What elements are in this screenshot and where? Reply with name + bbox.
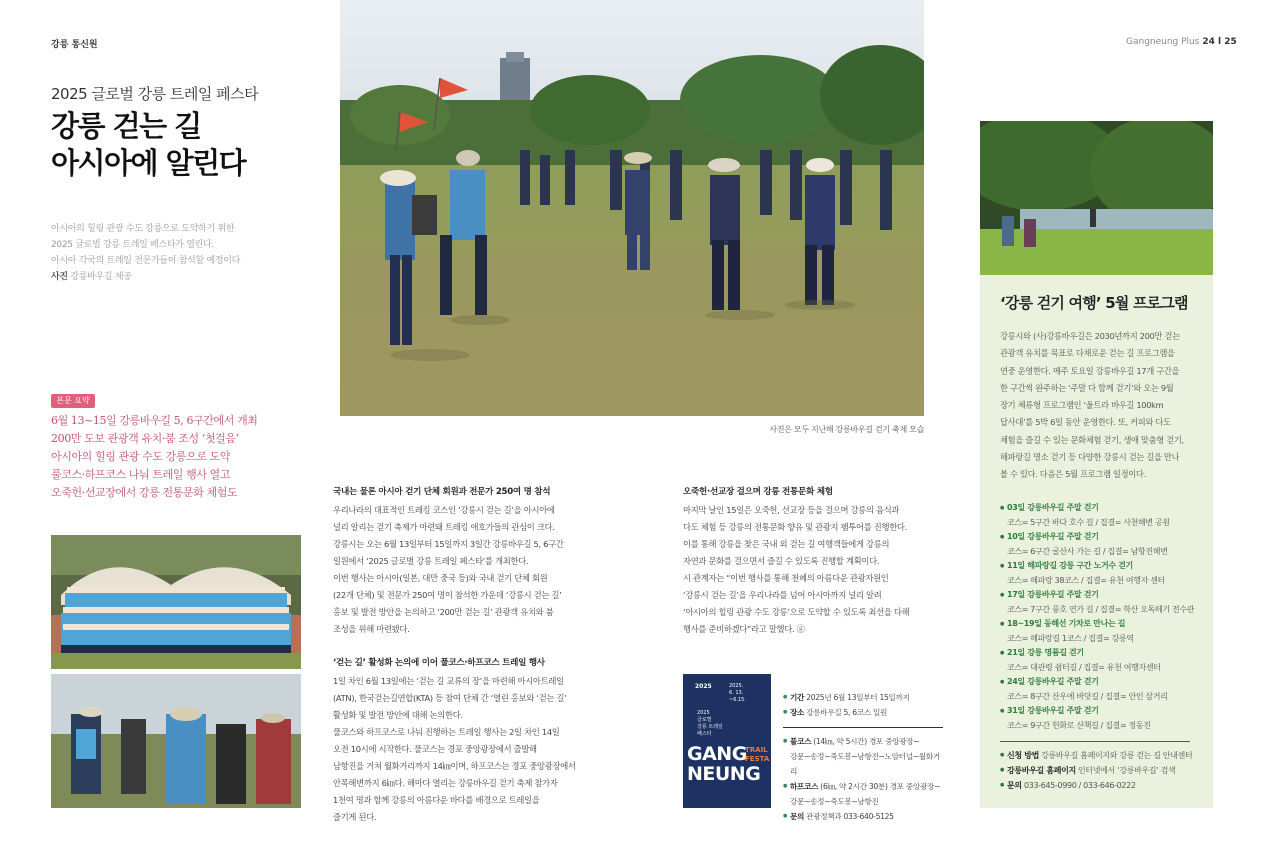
schedule-day: 17일 bbox=[1007, 590, 1025, 599]
panel-line: 볼 수 있다. 다음은 5월 프로그램 일정이다. bbox=[1000, 469, 1146, 480]
poster-title-line: 페스타 bbox=[697, 731, 712, 737]
section-body-2 bbox=[333, 673, 593, 826]
lead-line: 아시아 각국의 트레일 전문가들이 참석할 예정이다 bbox=[51, 256, 241, 266]
schedule-date bbox=[1000, 617, 1195, 632]
info-full-course bbox=[783, 734, 943, 779]
headline-line-2: 아시아에 알린다 bbox=[51, 146, 246, 180]
poster-word: GANG bbox=[687, 743, 747, 765]
contact-apply bbox=[1000, 748, 1200, 763]
credit-text: 강릉바우길 제공 bbox=[70, 272, 132, 282]
poster-date bbox=[729, 683, 746, 704]
schedule-name: 강릉바우길 주말 걷기 bbox=[1027, 590, 1099, 599]
body-line: 우리나라의 대표적인 트레킹 코스인 ‘강릉시 걷는 길’을 아시아에 bbox=[333, 505, 555, 515]
summary-line: 아시아의 힐링 관광 수도 강릉으로 도약 bbox=[51, 450, 231, 463]
schedule-name: 강릉바우길 주말 걷기 bbox=[1027, 706, 1099, 715]
contact-value: 033-645-0990 / 033-646-0222 bbox=[1023, 781, 1136, 790]
poster-date-line: ~6.15. bbox=[729, 697, 746, 703]
panel-contact bbox=[1000, 748, 1200, 793]
info-label: 문의 bbox=[790, 812, 805, 821]
body-line: (22개 단체) 및 전문가 250여 명이 참석한 가운데 ‘강릉시 걷는 길’ bbox=[333, 590, 562, 600]
body-line: 즐기게 된다. bbox=[333, 812, 377, 822]
event-info bbox=[783, 690, 943, 824]
poster-year: 2025 bbox=[695, 683, 712, 690]
schedule-name: 강릉바우길 주말 걷기 bbox=[1027, 532, 1099, 541]
body-line: 마지막 날인 15일은 오죽헌, 선교장 등을 걸으며 강릉의 음식과 bbox=[683, 505, 900, 515]
body-column-1 bbox=[333, 484, 593, 843]
info-value: (6㎞, 약 2시간 30분) 경포 중앙광장~ bbox=[820, 782, 941, 791]
body-line: 행사를 준비하겠다”라고 말했다. ⓖ bbox=[683, 624, 805, 634]
schedule-item bbox=[1000, 617, 1195, 646]
schedule-date bbox=[1000, 704, 1195, 719]
hikers-closeup-image bbox=[51, 674, 301, 808]
info-period bbox=[783, 690, 943, 705]
schedule-list bbox=[1000, 501, 1195, 733]
schedule-item bbox=[1000, 559, 1195, 588]
schedule-course: 코스= 6구간 굴산사 가는 길 / 집결= 남항진해변 bbox=[1007, 546, 1168, 556]
info-value: (14㎞, 약 5시간) 경포 중앙광장~ bbox=[813, 737, 920, 746]
credit-label: 사진 bbox=[51, 272, 68, 282]
summary-line: 6월 13~15일 강릉바우길 5, 6구간에서 개최 bbox=[51, 414, 258, 427]
schedule-course: 코스= 5구간 바다 호수 길 / 집결= 사천해변 공원 bbox=[1007, 517, 1170, 527]
panel-line: 체험을 즐길 수 있는 문화체험 걷기, 생애 맞춤형 걷기, bbox=[1000, 434, 1184, 445]
poster-title-line: 2025 bbox=[697, 710, 710, 716]
contact-label: 신청 방법 bbox=[1007, 751, 1039, 760]
poster-date-line: 2025. bbox=[729, 683, 744, 689]
body-line: 1천여 명과 함께 강릉의 아름다운 바다를 배경으로 트레일을 bbox=[333, 795, 540, 805]
schedule-course: 코스= 7구간 풍호 연가 길 / 집결= 학산 오독떼기 전수관 bbox=[1007, 604, 1195, 614]
section-heading-2: ‘걷는 길’ 활성화 논의에 이어 풀코스·하프코스 트레일 행사 bbox=[333, 658, 545, 668]
schedule-date bbox=[1000, 530, 1195, 545]
body-line: 안목해변까지 6㎞다. 해마다 열리는 강릉바우길 걷기 축제 참가자 bbox=[333, 778, 558, 788]
schedule-day: 21일 bbox=[1007, 648, 1025, 657]
body-column-2 bbox=[683, 484, 945, 655]
info-value: 강문~송정~죽도봉~남항진~노암터널~월화거리 bbox=[790, 752, 940, 776]
info-half-course bbox=[783, 779, 943, 809]
info-value: 강릉바우길 5, 6코스 일원 bbox=[806, 708, 888, 717]
page-number bbox=[1126, 37, 1237, 47]
section-body-1 bbox=[333, 502, 593, 638]
panel-line: 답사대’를 5박 6일 동안 운영한다. 또, 커피와 다도 bbox=[1000, 417, 1171, 428]
headline-line-1: 강릉 걷는 길 bbox=[51, 109, 201, 143]
lead-line: 2025 글로벌 강릉 트레일 페스타가 열린다. bbox=[51, 240, 214, 250]
body-line: 1일 차인 6월 13일에는 ‘걷는 길 교류의 장’을 마련해 아시아트레일 bbox=[333, 676, 564, 686]
info-value: 강문~송정~죽도봉~남항진 bbox=[790, 797, 879, 806]
schedule-course: 코스= 8구간 산우에 바닷길 / 집결= 안인 삼거리 bbox=[1007, 691, 1168, 701]
festival-poster bbox=[683, 674, 771, 808]
body-line: 널리 알리는 걷기 축제가 마련돼 트레킹 애호가들의 관심이 크다. bbox=[333, 522, 555, 532]
body-line: 자연과 문화를 걸으면서 즐길 수 있도록 진행할 계획이다. bbox=[683, 556, 880, 566]
body-line: 강릉시는 오는 6월 13일부터 15일까지 3일간 강릉바우길 5, 6구간 bbox=[333, 539, 564, 549]
schedule-item bbox=[1000, 646, 1195, 675]
body-line: ‘아시아의 힐링 관광 수도 강릉’으로 도약할 수 있도록 최선을 다해 bbox=[683, 607, 910, 617]
panel-line: 연중 운영한다. 매주 토요일 강릉바우길 17개 구간을 bbox=[1000, 365, 1180, 376]
page-numbers: 24 l 25 bbox=[1202, 37, 1237, 47]
body-line: 다도 체험 등 강릉의 전통문화 향유 및 관광지 팸투어를 진행한다. bbox=[683, 522, 907, 532]
photo-caption: 사진은 모두 지난해 강릉바우길 걷기 축제 모습 bbox=[769, 425, 924, 434]
side-photo bbox=[980, 121, 1213, 275]
contact-label: 문의 bbox=[1007, 781, 1022, 790]
contact-value: 인터넷에서 ‘강릉바우길’ 검색 bbox=[1078, 766, 1176, 775]
schedule-course: 코스= 해파랑길 1코스 / 집결= 강릉역 bbox=[1007, 633, 1134, 643]
schedule-item bbox=[1000, 675, 1195, 704]
lakeside-walk-image bbox=[980, 121, 1213, 275]
poster-title-line: 강릉 트레일 bbox=[697, 724, 723, 730]
hikers-photo bbox=[51, 674, 301, 808]
poster-title-line: 글로벌 bbox=[697, 717, 712, 723]
schedule-date bbox=[1000, 675, 1195, 690]
schedule-name: 해파랑길 강릉 구간 노거수 걷기 bbox=[1027, 561, 1133, 570]
schedule-course: 코스= 대관령 쉼터길 / 집결= 유천 여행자센터 bbox=[1007, 662, 1161, 672]
photo-credit bbox=[51, 269, 240, 285]
article-kicker: 2025 글로벌 강릉 트레일 페스타 bbox=[51, 85, 259, 103]
info-contact bbox=[783, 809, 943, 824]
schedule-item bbox=[1000, 704, 1195, 733]
summary-line: 풀코스·하프코스 나눠 트레일 행사 열고 bbox=[51, 468, 231, 481]
panel-title: ‘강릉 걷기 여행’ 5월 프로그램 bbox=[1000, 294, 1188, 312]
summary-badge: 본문 요약 bbox=[51, 394, 95, 408]
schedule-date bbox=[1000, 501, 1195, 516]
schedule-day: 03일 bbox=[1007, 503, 1025, 512]
body-line: 오전 10시에 시작한다. 풀코스는 경포 중앙광장에서 출발해 bbox=[333, 744, 537, 754]
schedule-course: 코스= 해파랑 38코스 / 집결= 유천 여행자 센터 bbox=[1007, 575, 1165, 585]
group-photo bbox=[51, 535, 301, 669]
body-line: 남항진을 거쳐 월화거리까지 14㎞이며, 하프코스는 경포 중앙광장에서 bbox=[333, 761, 576, 771]
schedule-name: 강릉바우길 주말 걷기 bbox=[1027, 503, 1099, 512]
body-line: 풀코스와 하프코스로 나눠 진행하는 트레일 행사는 2일 차인 14일 bbox=[333, 727, 560, 737]
poster-trail-festa bbox=[745, 746, 769, 764]
body-line: 일원에서 ‘2025 글로벌 강릉 트레일 페스타’를 개최한다. bbox=[333, 556, 529, 566]
schedule-item bbox=[1000, 530, 1195, 559]
panel-divider bbox=[1000, 741, 1190, 742]
schedule-day: 10일 bbox=[1007, 532, 1025, 541]
schedule-day: 11일 bbox=[1007, 561, 1025, 570]
panel-line: 강릉시와 (사)강릉바우길은 2030년까지 200만 걷는 bbox=[1000, 331, 1180, 341]
article-lead bbox=[51, 221, 240, 285]
magazine-name: Gangneung Plus bbox=[1126, 37, 1200, 47]
panel-description bbox=[1000, 328, 1192, 484]
schedule-day: 18~19일 bbox=[1007, 619, 1042, 628]
poster-date-line: 6. 13. bbox=[729, 690, 744, 696]
lead-line: 아시아의 힐링 관광 수도 강릉으로 도약하기 위한 bbox=[51, 224, 235, 234]
poster-trail: TRAIL bbox=[745, 746, 768, 754]
body-line: 이를 통해 강릉을 찾은 국내 외 걷는 길 여행객들에게 강릉의 bbox=[683, 539, 890, 549]
schedule-name: 강릉바우길 주말 걷기 bbox=[1027, 677, 1099, 686]
poster-title bbox=[697, 710, 723, 738]
schedule-item bbox=[1000, 588, 1195, 617]
info-divider bbox=[783, 727, 943, 728]
info-value: 관광정책과 033-640-5125 bbox=[806, 812, 894, 821]
contact-homepage bbox=[1000, 763, 1200, 778]
panel-line: 한 구간씩 완주하는 ‘주말 다 함께 걷기’와 오는 9월 bbox=[1000, 382, 1174, 393]
info-label: 장소 bbox=[790, 708, 805, 717]
body-line: ‘강릉시 걷는 길’을 우리나라를 넘어 아시아까지 널리 알려 bbox=[683, 590, 882, 600]
contact-label: 강릉바우길 홈페이지 bbox=[1007, 766, 1076, 775]
schedule-date bbox=[1000, 588, 1195, 603]
info-label: 하프코스 bbox=[790, 782, 819, 791]
schedule-name: 강릉 명품길 걷기 bbox=[1027, 648, 1084, 657]
info-label: 기간 bbox=[790, 693, 805, 702]
body-line: 활성화 및 발전 방안에 대해 논의한다. bbox=[333, 710, 463, 720]
body-line: 조성을 위해 마련됐다. bbox=[333, 624, 410, 634]
schedule-course: 코스= 9구간 헌화로 산책길 / 집결= 정동진 bbox=[1007, 720, 1151, 730]
section-heading-3: 오죽헌·선교장 걸으며 강릉 전통문화 체험 bbox=[683, 487, 833, 497]
poster-festa: FESTA bbox=[745, 755, 770, 763]
schedule-date bbox=[1000, 559, 1195, 574]
schedule-name: 동해선 기차로 만나는 길 bbox=[1044, 619, 1126, 628]
summary-list bbox=[51, 412, 258, 502]
info-value: 2025년 6월 13일부터 15일까지 bbox=[806, 693, 910, 702]
body-line: 홍보 및 발전 방안을 논의하고 ‘200만 걷는 길’ 관광객 유치와 붐 bbox=[333, 607, 554, 617]
poster-word: NEUNG bbox=[687, 763, 761, 785]
info-place bbox=[783, 705, 943, 720]
body-line: 이번 행사는 아시아(일본, 대만 중국 등)와 국내 걷기 단체 회원 bbox=[333, 573, 548, 583]
schedule-day: 31일 bbox=[1007, 706, 1025, 715]
panel-line: 장기 체류형 프로그램인 ‘울트라 바우길 100km bbox=[1000, 400, 1164, 411]
summary-line: 오죽헌·선교장에서 강릉 전통문화 체험도 bbox=[51, 486, 238, 499]
hikers-field-image bbox=[340, 0, 924, 416]
schedule-day: 24일 bbox=[1007, 677, 1025, 686]
section-body-3 bbox=[683, 502, 945, 638]
schedule-date bbox=[1000, 646, 1195, 661]
panel-line: 관광객 유치를 목표로 다채로운 걷는 길 프로그램을 bbox=[1000, 348, 1175, 359]
schedule-item bbox=[1000, 501, 1195, 530]
body-line: (ATN), 한국걷는길연합(KTA) 등 참여 단체 간 ‘열린 홍보와 ‘걷는 길’ bbox=[333, 693, 567, 703]
section-label: 강릉 통신원 bbox=[51, 40, 98, 50]
group-photo-image bbox=[51, 535, 301, 669]
contact-inquiry bbox=[1000, 778, 1200, 793]
panel-line: 해파랑길 명소 걷기 등 다양한 강릉시 걷는 길을 만나 bbox=[1000, 452, 1180, 463]
body-line: 시 관계자는 “이번 행사를 통해 천혜의 아름다운 관광자원인 bbox=[683, 573, 889, 583]
info-label: 풀코스 bbox=[790, 737, 812, 746]
main-photo bbox=[340, 0, 924, 416]
contact-value: 강릉바우길 홈페이지와 강릉 걷는 길 안내센터 bbox=[1041, 751, 1193, 760]
article-headline bbox=[51, 108, 245, 182]
summary-line: 200만 도보 관광객 유치·붐 조성 ‘첫걸음’ bbox=[51, 432, 239, 445]
section-heading-1: 국내는 물론 아시아 걷기 단체 회원과 전문가 250여 명 참석 bbox=[333, 487, 551, 497]
